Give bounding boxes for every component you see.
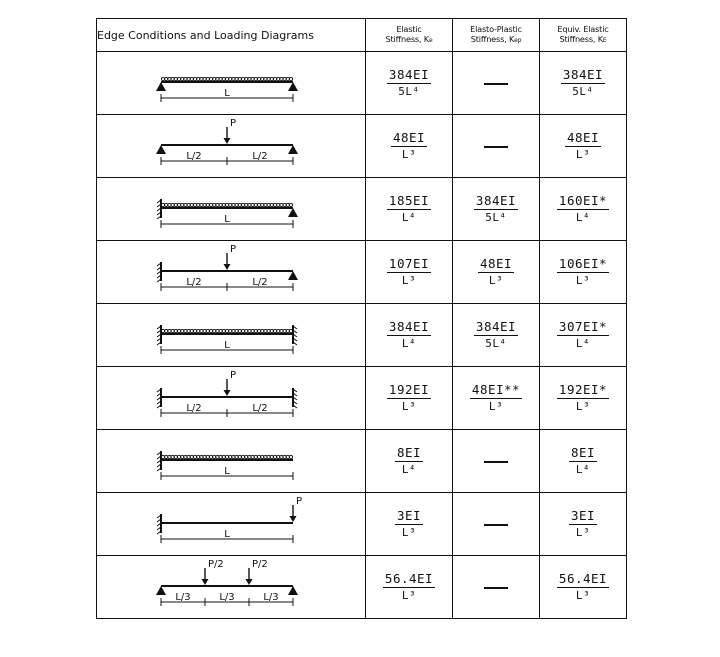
loading-diagram-cell	[97, 367, 366, 430]
loading-diagram	[97, 367, 363, 429]
equiv-elastic-stiffness-cell	[540, 367, 627, 430]
span-label: L/2	[186, 277, 202, 288]
load-label: P	[296, 496, 303, 507]
loading-diagram	[97, 430, 363, 492]
fraction-denominator: L⁴	[401, 336, 417, 350]
stiffness-fraction	[561, 68, 605, 99]
pin-support-icon	[288, 271, 298, 280]
fraction-denominator: L⁴	[575, 210, 591, 224]
stiffness-fraction	[569, 509, 597, 540]
elastic-stiffness-cell	[366, 115, 453, 178]
stiffness-fraction	[387, 68, 431, 99]
stiffness-fraction	[387, 194, 431, 225]
table-row	[97, 241, 627, 304]
loading-diagram-cell	[97, 430, 366, 493]
equiv-elastic-stiffness-cell	[540, 241, 627, 304]
stiffness-fraction	[387, 257, 431, 288]
fixed-support-icon	[157, 514, 161, 534]
uniform-load-icon	[161, 329, 292, 332]
elastic-stiffness-cell	[366, 367, 453, 430]
fraction-numerator: 48EI	[566, 129, 600, 145]
header-eq-sub: E	[602, 37, 607, 44]
header-eq-line2: Stiffness, K	[559, 34, 603, 44]
load-label: P	[230, 118, 237, 129]
stiffness-fraction	[478, 257, 514, 288]
loading-diagram-cell	[97, 52, 366, 115]
elastic-stiffness-cell	[366, 556, 453, 619]
elasto-plastic-stiffness-cell	[453, 493, 540, 556]
stiffness-fraction	[383, 572, 435, 603]
loading-diagram	[97, 241, 363, 303]
stiffness-fraction	[470, 383, 522, 414]
header-elasto-plastic	[453, 19, 540, 52]
fraction-numerator: 384EI	[562, 66, 604, 82]
fraction-numerator: 384EI	[388, 66, 430, 82]
fraction-denominator: L³	[401, 399, 417, 413]
not-applicable-dash	[484, 83, 508, 85]
stiffness-fraction	[387, 320, 431, 351]
elasto-plastic-stiffness-cell	[453, 241, 540, 304]
fraction-denominator: L³	[575, 525, 591, 539]
elasto-plastic-stiffness-cell	[453, 556, 540, 619]
stiffness-fraction	[557, 572, 609, 603]
table-row	[97, 115, 627, 178]
elasto-plastic-stiffness-cell	[453, 115, 540, 178]
loading-diagram	[97, 556, 363, 618]
fraction-numerator: 8EI	[570, 444, 596, 460]
point-load-arrow-icon	[290, 516, 297, 522]
fraction-denominator: 5L⁴	[398, 84, 420, 98]
elasto-plastic-stiffness-cell	[453, 430, 540, 493]
header-equiv-elastic	[540, 19, 627, 52]
fraction-denominator: L³	[488, 273, 504, 287]
stiffness-table	[96, 18, 627, 619]
point-load-arrow-icon	[224, 138, 231, 144]
fraction-numerator: 192EI*	[558, 381, 608, 397]
uniform-load-icon	[161, 203, 292, 206]
fraction-denominator: L³	[488, 399, 504, 413]
elastic-stiffness-cell	[366, 493, 453, 556]
table-row	[97, 367, 627, 430]
stiffness-table-sheet	[96, 18, 624, 636]
header-ep-line2: Stiffness, K	[470, 34, 515, 44]
fraction-numerator: 48EI	[479, 255, 513, 271]
fraction-numerator: 192EI	[388, 381, 430, 397]
equiv-elastic-stiffness-cell	[540, 304, 627, 367]
fraction-denominator: L³	[401, 273, 417, 287]
table-row	[97, 493, 627, 556]
table-body	[97, 52, 627, 619]
span-label: L/3	[175, 592, 191, 603]
elastic-stiffness-cell	[366, 178, 453, 241]
header-row	[97, 19, 627, 52]
pin-support-icon	[288, 208, 298, 217]
stiffness-fraction	[395, 509, 423, 540]
fraction-numerator: 48EI**	[471, 381, 521, 397]
pin-support-icon	[288, 145, 298, 154]
fraction-numerator: 48EI	[392, 129, 426, 145]
elasto-plastic-stiffness-cell	[453, 304, 540, 367]
span-label: L/2	[186, 151, 202, 162]
equiv-elastic-stiffness-cell	[540, 178, 627, 241]
fraction-numerator: 106EI*	[558, 255, 608, 271]
not-applicable-dash	[484, 587, 508, 589]
load-label: P/2	[208, 559, 224, 570]
point-load-arrow-icon	[246, 579, 253, 585]
loading-diagram-cell	[97, 304, 366, 367]
stiffness-fraction	[569, 446, 597, 477]
header-diagrams: Edge Conditions and Loading Diagrams	[97, 19, 366, 52]
load-label: P	[230, 244, 237, 255]
fraction-numerator: 56.4EI	[384, 570, 434, 586]
header-elastic-line2: Stiffness, K	[385, 34, 429, 44]
span-label: L/3	[219, 592, 235, 603]
span-label: L/2	[252, 403, 268, 414]
stiffness-fraction	[557, 257, 609, 288]
elasto-plastic-stiffness-cell	[453, 52, 540, 115]
loading-diagram-cell	[97, 556, 366, 619]
fraction-numerator: 384EI	[475, 318, 517, 334]
table-row	[97, 556, 627, 619]
header-elastic-line1: Elastic	[396, 24, 422, 34]
fraction-denominator: L³	[401, 147, 417, 161]
fraction-numerator: 8EI	[396, 444, 422, 460]
fraction-numerator: 56.4EI	[558, 570, 608, 586]
fixed-support-icon	[157, 262, 161, 282]
fraction-denominator: L³	[401, 588, 417, 602]
fixed-support-icon	[293, 388, 297, 408]
elasto-plastic-stiffness-cell	[453, 178, 540, 241]
loading-diagram-cell	[97, 493, 366, 556]
header-eq-line1: Equiv. Elastic	[557, 24, 609, 34]
header-ep-sub: ep	[514, 37, 522, 44]
fraction-numerator: 384EI	[475, 192, 517, 208]
pin-support-icon	[288, 586, 298, 595]
loading-diagram-cell	[97, 241, 366, 304]
load-label: P	[230, 370, 237, 381]
equiv-elastic-stiffness-cell	[540, 493, 627, 556]
fraction-denominator: L³	[575, 399, 591, 413]
not-applicable-dash	[484, 146, 508, 148]
fraction-numerator: 107EI	[388, 255, 430, 271]
fraction-denominator: L³	[401, 525, 417, 539]
fraction-denominator: L⁴	[401, 462, 417, 476]
fraction-numerator: 185EI	[388, 192, 430, 208]
loading-diagram-cell	[97, 115, 366, 178]
loading-diagram	[97, 178, 363, 240]
fraction-numerator: 307EI*	[558, 318, 608, 334]
loading-diagram	[97, 115, 363, 177]
stiffness-fraction	[395, 446, 423, 477]
stiffness-fraction	[474, 194, 518, 225]
fraction-denominator: 5L⁴	[485, 336, 507, 350]
stiffness-fraction	[391, 131, 427, 162]
span-label: L	[224, 88, 230, 99]
fraction-denominator: L³	[575, 147, 591, 161]
stiffness-fraction	[387, 383, 431, 414]
loading-diagram	[97, 52, 363, 114]
fraction-denominator: 5L⁴	[485, 210, 507, 224]
fixed-support-icon	[157, 325, 161, 345]
stiffness-fraction	[474, 320, 518, 351]
table-row	[97, 430, 627, 493]
stiffness-fraction	[565, 131, 601, 162]
equiv-elastic-stiffness-cell	[540, 556, 627, 619]
span-label: L	[224, 214, 230, 225]
fixed-support-icon	[293, 325, 297, 345]
table-row	[97, 178, 627, 241]
elastic-stiffness-cell	[366, 304, 453, 367]
span-label: L	[224, 466, 230, 477]
header-ep-line1: Elasto-Plastic	[470, 24, 522, 34]
span-label: L	[224, 340, 230, 351]
load-label: P/2	[252, 559, 268, 570]
fraction-numerator: 3EI	[570, 507, 596, 523]
span-label: L/2	[252, 151, 268, 162]
fixed-support-icon	[157, 199, 161, 219]
table-row	[97, 304, 627, 367]
fraction-denominator: L³	[575, 588, 591, 602]
span-label: L/2	[186, 403, 202, 414]
fraction-denominator: 5L⁴	[572, 84, 594, 98]
pin-support-icon	[288, 82, 298, 91]
not-applicable-dash	[484, 461, 508, 463]
fraction-denominator: L⁴	[401, 210, 417, 224]
span-label: L/3	[263, 592, 279, 603]
equiv-elastic-stiffness-cell	[540, 115, 627, 178]
equiv-elastic-stiffness-cell	[540, 52, 627, 115]
point-load-arrow-icon	[202, 579, 209, 585]
point-load-arrow-icon	[224, 390, 231, 396]
fraction-numerator: 384EI	[388, 318, 430, 334]
fraction-denominator: L⁴	[575, 462, 591, 476]
table-row	[97, 52, 627, 115]
elastic-stiffness-cell	[366, 241, 453, 304]
stiffness-fraction	[557, 320, 609, 351]
fraction-numerator: 160EI*	[558, 192, 608, 208]
loading-diagram	[97, 304, 363, 366]
elasto-plastic-stiffness-cell	[453, 367, 540, 430]
equiv-elastic-stiffness-cell	[540, 430, 627, 493]
stiffness-fraction	[557, 383, 609, 414]
pin-support-icon	[156, 586, 166, 595]
elastic-stiffness-cell	[366, 430, 453, 493]
fraction-denominator: L³	[575, 273, 591, 287]
uniform-load-icon	[161, 455, 292, 458]
pin-support-icon	[156, 145, 166, 154]
span-label: L/2	[252, 277, 268, 288]
not-applicable-dash	[484, 524, 508, 526]
loading-diagram-cell	[97, 178, 366, 241]
loading-diagram	[97, 493, 363, 555]
elastic-stiffness-cell	[366, 52, 453, 115]
stiffness-fraction	[557, 194, 609, 225]
header-elastic-sub: e	[428, 37, 433, 44]
uniform-load-icon	[161, 77, 292, 80]
fixed-support-icon	[157, 451, 161, 471]
fixed-support-icon	[157, 388, 161, 408]
pin-support-icon	[156, 82, 166, 91]
span-label: L	[224, 529, 230, 540]
fraction-numerator: 3EI	[396, 507, 422, 523]
header-elastic	[366, 19, 453, 52]
fraction-denominator: L⁴	[575, 336, 591, 350]
point-load-arrow-icon	[224, 264, 231, 270]
